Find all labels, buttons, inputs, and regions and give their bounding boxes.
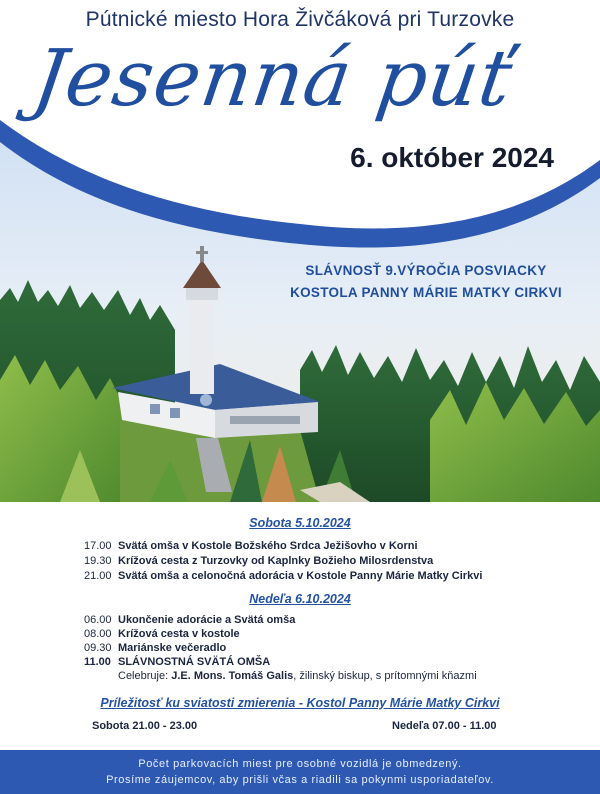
celebrant-rest: , žilinský biskup, s prítomnými kňazmi <box>293 670 477 682</box>
schedule-row <box>84 570 482 582</box>
celebrant-name: J.E. Mons. Tomáš Galis <box>171 670 294 682</box>
schedule-text: Svätá omša a celonočná adorácia v Kostole Panny Márie Matky Cirkvi <box>118 570 483 582</box>
church-photo <box>0 120 600 502</box>
schedule-time: 06.00 <box>84 614 112 626</box>
schedule-text: Krížová cesta v kostole <box>118 628 240 640</box>
schedule-row <box>84 656 270 668</box>
schedule-time: 17.00 <box>84 540 112 552</box>
confession-saturday: Sobota 21.00 - 23.00 <box>92 720 198 732</box>
program-section <box>0 502 600 750</box>
footer-line-2: Prosíme záujemcov, aby prišli včas a riadili sa pokynmi usporiadateľov. <box>106 774 494 786</box>
schedule-time: 19.30 <box>84 555 112 567</box>
schedule-row <box>84 555 433 567</box>
sunday-heading: Nedeľa 6.10.2024 <box>249 592 351 606</box>
confession-sunday: Nedeľa 07.00 - 11.00 <box>392 720 497 732</box>
footer-bar <box>0 750 600 794</box>
event-date: 6. október 2024 <box>350 142 554 173</box>
schedule-text: Mariánske večeradlo <box>118 642 227 654</box>
schedule-row <box>84 540 418 552</box>
schedule-text: Ukončenie adorácie a Svätá omša <box>118 614 296 626</box>
saturday-heading: Sobota 5.10.2024 <box>249 516 351 530</box>
schedule-text: Svätá omša v Kostole Božského Srdca Ježišovho v Korni <box>118 540 418 552</box>
schedule-row <box>84 614 295 626</box>
schedule-time: 09.30 <box>84 642 112 654</box>
schedule-row <box>84 642 226 654</box>
schedule-time: 08.00 <box>84 628 112 640</box>
anniversary-line-1: SLÁVNOSŤ 9.VÝROČIA POSVIACKY <box>305 263 547 278</box>
blue-wave <box>0 120 600 502</box>
schedule-row <box>84 628 240 640</box>
celebrant-label: Celebruje: <box>118 670 169 682</box>
schedule-text: Krížová cesta z Turzovky od Kaplnky Božieho Milosrdenstva <box>118 555 434 567</box>
confession-heading: Príležitosť ku sviatosti zmierenia - Kostol Panny Márie Matky Cirkvi <box>100 696 500 710</box>
footer-line-1: Počet parkovacích miest pre osobné vozidlá je obmedzený. <box>138 758 462 770</box>
celebrant-line <box>118 670 477 682</box>
event-title: Jesenná púť <box>27 34 519 124</box>
schedule-text: SLÁVNOSTNÁ SVÄTÁ OMŠA <box>118 656 271 668</box>
schedule-time: 21.00 <box>84 570 112 582</box>
schedule-time: 11.00 <box>84 656 111 668</box>
place-title: Pútnické miesto Hora Živčáková pri Turzovke <box>85 8 515 31</box>
anniversary-line-2: KOSTOLA PANNY MÁRIE MATKY CIRKVI <box>290 285 562 300</box>
